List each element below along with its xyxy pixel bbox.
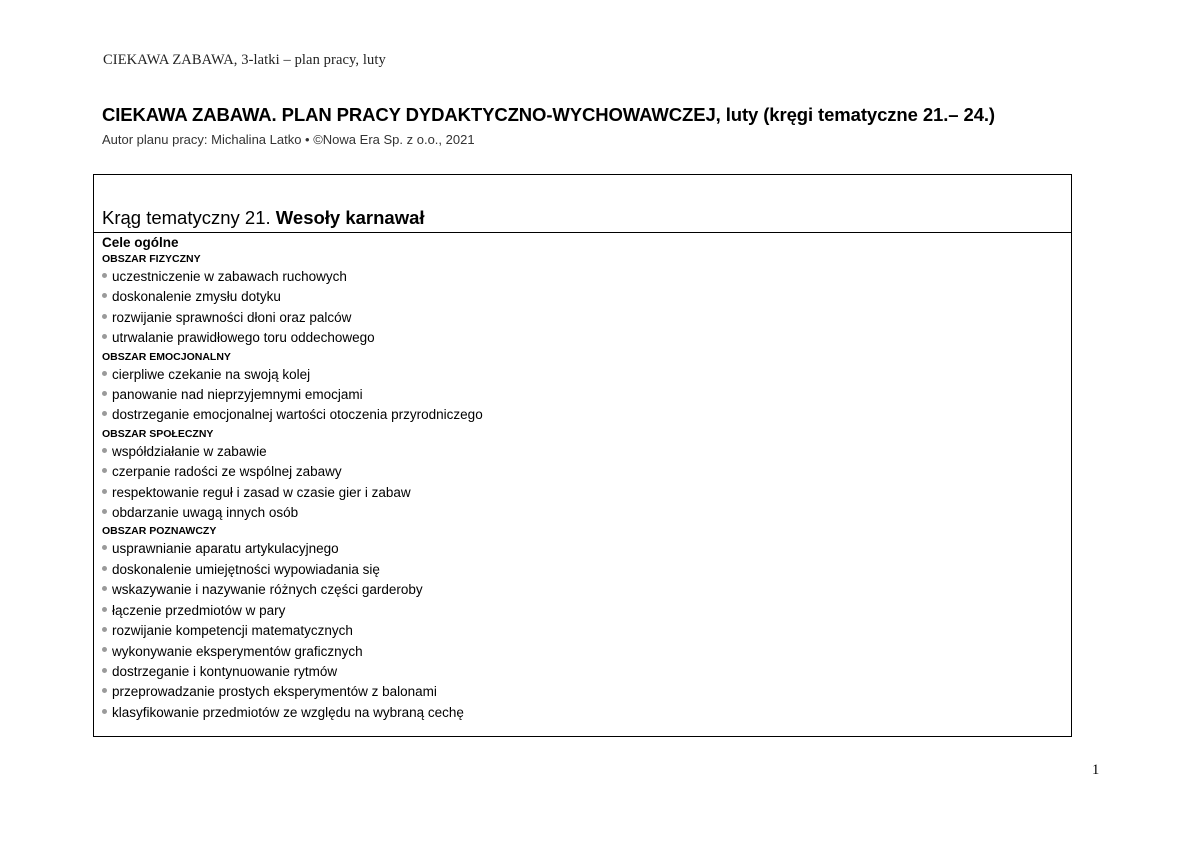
goal-text: uczestniczenie w zabawach ruchowych — [112, 269, 347, 284]
goal-list-item — [102, 405, 1063, 425]
bullet-icon — [102, 334, 107, 339]
goal-text: łączenie przedmiotów w pary — [112, 602, 286, 618]
bullet-icon — [102, 647, 107, 652]
bullet-icon — [102, 566, 107, 571]
goal-text: przeprowadzanie prostych eksperymentów z balonami — [112, 684, 437, 700]
document-title: CIEKAWA ZABAWA. PLAN PRACY DYDAKTYCZNO-WYCHOWAWCZEJ, luty (kręgi tematyczne 21.– 24.) — [102, 104, 995, 125]
theme-title — [102, 207, 425, 229]
bullet-icon — [102, 448, 107, 453]
goal-text: współdziałanie w zabawie — [112, 443, 267, 459]
goal-text: wskazywanie i nazywanie różnych części garderoby — [112, 582, 423, 598]
bullet-icon — [102, 314, 107, 319]
bullet-icon — [102, 709, 107, 714]
document-subtitle: Autor planu pracy: Michalina Latko • ©Nowa Era Sp. z o.o., 2021 — [102, 132, 475, 147]
goal-text: wykonywanie eksperymentów graficznych — [112, 643, 363, 659]
bullet-icon — [102, 627, 107, 632]
goal-list-item — [102, 642, 1063, 662]
bullet-icon — [102, 293, 107, 298]
goal-text: klasyfikowanie przedmiotów ze względu na wybraną cechę — [112, 704, 464, 720]
bullet-icon — [102, 688, 107, 693]
plan-table — [93, 174, 1072, 737]
area-title: OBSZAR FIZYCZNY — [102, 253, 201, 265]
area-title: OBSZAR SPOŁECZNY — [102, 427, 214, 440]
goal-text: utrwalanie prawidłowego toru oddechowego — [112, 330, 375, 346]
goal-list-item — [102, 328, 1063, 348]
goal-list-item — [102, 560, 1063, 580]
goal-text: dostrzeganie emocjonalnej wartości otoczenia przyrodniczego — [112, 407, 483, 423]
bullet-icon — [102, 607, 107, 612]
goal-text: panowanie nad nieprzyjemnymi emocjami — [112, 387, 363, 403]
goal-list-item — [102, 662, 1063, 682]
goals-heading: Cele ogólne — [102, 235, 179, 250]
goal-list-item — [102, 365, 1063, 385]
bullet-icon — [102, 273, 107, 278]
goal-list-item — [102, 621, 1063, 641]
goals-cell — [102, 235, 1063, 723]
goal-text: obdarzanie uwagą innych osób — [112, 505, 299, 521]
theme-name: Wesoły karnawał — [275, 207, 425, 228]
bullet-icon — [102, 509, 107, 514]
goal-list-item — [102, 703, 1063, 723]
page-number: 1 — [1092, 762, 1100, 778]
goal-list-item — [102, 267, 1063, 287]
goal-text: rozwijanie sprawności dłoni oraz palców — [112, 309, 352, 325]
bullet-icon — [102, 668, 107, 673]
running-header: CIEKAWA ZABAWA, 3-latki – plan pracy, luty — [103, 52, 386, 68]
bullet-icon — [102, 391, 107, 396]
bullet-icon — [102, 489, 107, 494]
theme-header-cell — [94, 175, 1071, 233]
goal-text: cierpliwe czekanie na swoją kolej — [112, 366, 311, 382]
bullet-icon — [102, 468, 107, 473]
theme-prefix: Krąg tematyczny 21. — [102, 207, 276, 228]
area-title: OBSZAR EMOCJONALNY — [102, 350, 231, 363]
goal-text: czerpanie radości ze wspólnej zabawy — [112, 464, 342, 480]
goal-list-item — [102, 462, 1063, 482]
goal-text: rozwijanie kompetencji matematycznych — [112, 623, 353, 639]
goal-text: doskonalenie umiejętności wypowiadania się — [112, 561, 380, 577]
goal-list-item — [102, 682, 1063, 702]
bullet-icon — [102, 586, 107, 591]
goal-list-item — [102, 308, 1063, 328]
goal-list-item — [102, 539, 1063, 559]
goal-list-item — [102, 442, 1063, 462]
area-title: OBSZAR POZNAWCZY — [102, 525, 217, 538]
goal-list-item — [102, 385, 1063, 405]
bullet-icon — [102, 411, 107, 416]
goal-text: dostrzeganie i kontynuowanie rytmów — [112, 663, 338, 679]
goal-text: respektowanie reguł i zasad w czasie gier i zabaw — [112, 484, 411, 500]
goal-list-item — [102, 580, 1063, 600]
bullet-icon — [102, 371, 107, 376]
goal-list-item — [102, 503, 1063, 523]
goal-list-item — [102, 601, 1063, 621]
goal-areas — [102, 251, 1063, 723]
goal-text: usprawnianie aparatu artykulacyjnego — [112, 541, 339, 557]
goal-text: doskonalenie zmysłu dotyku — [112, 289, 281, 305]
goal-list-item — [102, 287, 1063, 307]
goal-list-item — [102, 483, 1063, 503]
bullet-icon — [102, 545, 107, 550]
